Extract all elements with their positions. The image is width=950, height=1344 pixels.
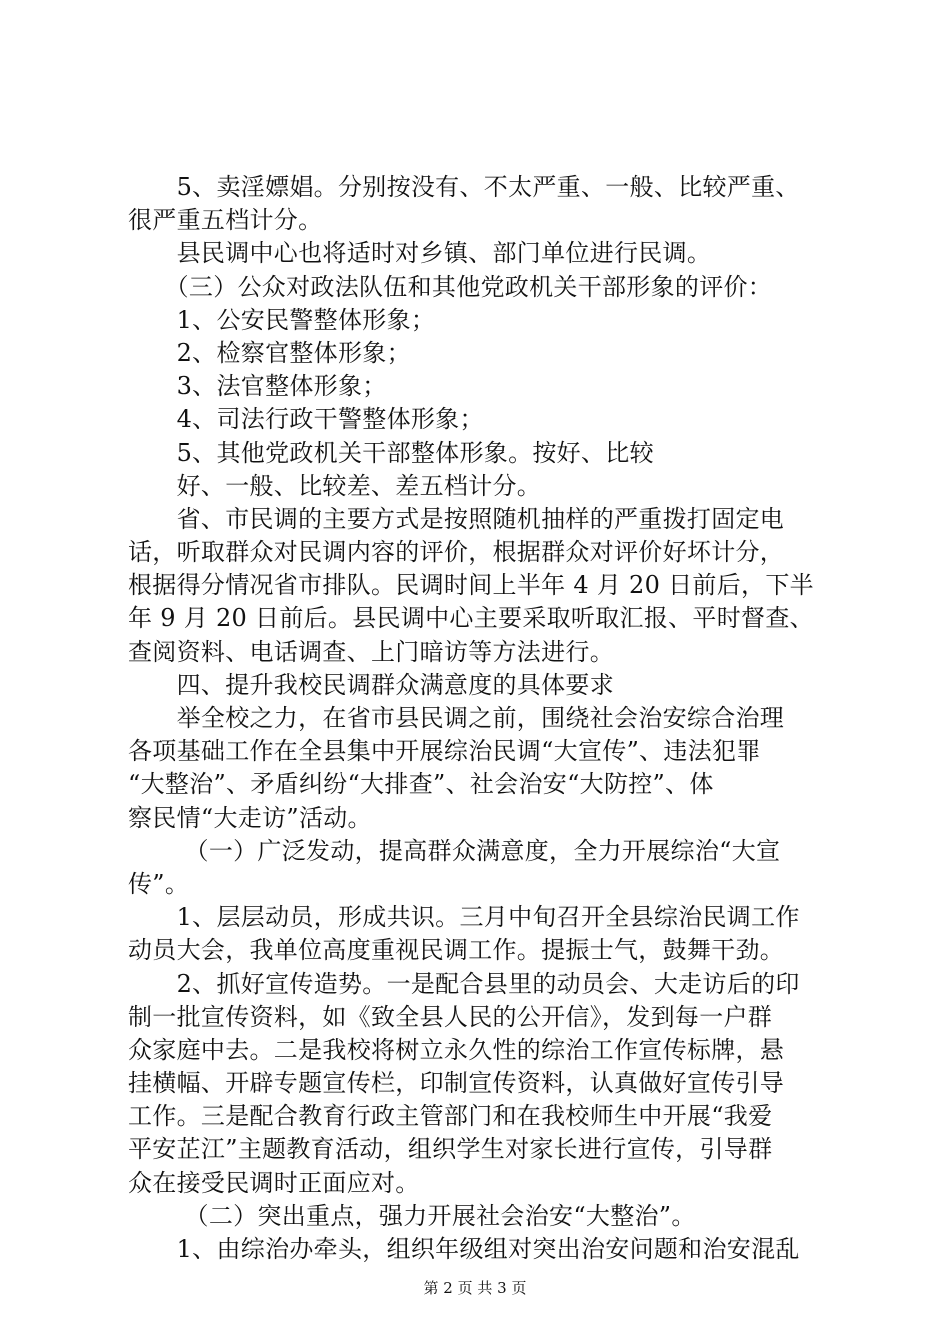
text-line: 察民情“大走访”活动。 bbox=[128, 803, 372, 832]
text-line: 1、层层动员，形成共识。三月中旬召开全县综治民调工作 bbox=[128, 903, 800, 932]
text-line: （一）广泛发动，提高群众满意度，全力开展综治“大宣 bbox=[128, 836, 781, 865]
text-line: 根据得分情况省市排队。民调时间上半年 4 月 20 日前后，下半 bbox=[128, 571, 814, 600]
text-line: 举全校之力，在省市县民调之前，围绕社会治安综合治理 bbox=[128, 704, 785, 732]
text-line: 4、司法行政干警整体形象； bbox=[128, 405, 484, 434]
text-line: 1、由综治办牵头，组织年级组对突出治安问题和治安混乱 bbox=[128, 1235, 800, 1263]
text-line: 5、卖淫嫖娼。分别按没有、不太严重、一般、比较严重、 bbox=[128, 173, 800, 201]
text-line: 平安芷江”主题教育活动，组织学生对家长进行宣传，引导群 bbox=[128, 1135, 773, 1164]
text-line: “大整治”、矛盾纠纷“大排查”、社会治安“大防控”、体 bbox=[128, 770, 714, 799]
text-line: 2、检察官整体形象； bbox=[128, 338, 411, 367]
text-line: 年 9 月 20 日前后。县民调中心主要采取听取汇报、平时督查、 bbox=[128, 604, 814, 633]
text-line: 3、法官整体形象； bbox=[128, 372, 387, 401]
text-line: 2、抓好宣传造势。一是配合县里的动员会、大走访后的印 bbox=[128, 969, 800, 998]
text-line: 工作。三是配合教育行政主管部门和在我校师生中开展“我爱 bbox=[128, 1102, 773, 1131]
text-line: 县民调中心也将适时对乡镇、部门单位进行民调。 bbox=[128, 239, 712, 268]
document-body bbox=[128, 171, 828, 1266]
text-line: 省、市民调的主要方式是按照随机抽样的严重拨打固定电 bbox=[128, 504, 785, 533]
text-line: 四、提升我校民调群众满意度的具体要求 bbox=[128, 670, 614, 699]
text-line: 众在接受民调时正面应对。 bbox=[128, 1168, 420, 1197]
text-line: 动员大会，我单位高度重视民调工作。提振士气，鼓舞干劲。 bbox=[128, 936, 785, 965]
text-line: 1、公安民警整体形象； bbox=[128, 305, 436, 334]
text-line: 话，听取群众对民调内容的评价，根据群众对评价好坏计分， bbox=[128, 538, 785, 567]
text-line: （二）突出重点，强力开展社会治安“大整治”。 bbox=[128, 1201, 696, 1230]
text-line: 好、一般、比较差、差五档计分。 bbox=[128, 471, 542, 500]
page-footer: 第 2 页 共 3 页 bbox=[423, 1279, 527, 1297]
text-line: 传”。 bbox=[128, 869, 190, 898]
text-line: 制一批宣传资料，如《致全县人民的公开信》，发到每一户群 bbox=[128, 1002, 773, 1031]
text-line: 众家庭中去。二是我校将树立永久性的综治工作宣传标牌，悬 bbox=[128, 1035, 785, 1064]
text-line: 查阅资料、电话调查、上门暗访等方法进行。 bbox=[128, 637, 614, 666]
text-line: 挂横幅、开辟专题宣传栏，印制宣传资料，认真做好宣传引导 bbox=[128, 1069, 785, 1098]
text-line: 各项基础工作在全县集中开展综治民调“大宣传”、违法犯罪 bbox=[128, 737, 761, 766]
text-line: 很严重五档计分。 bbox=[128, 206, 323, 235]
text-line: （三）公众对政法队伍和其他党政机关干部形象的评价： bbox=[128, 272, 773, 301]
text-line: 5、其他党政机关干部整体形象。按好、比较 bbox=[128, 438, 654, 467]
